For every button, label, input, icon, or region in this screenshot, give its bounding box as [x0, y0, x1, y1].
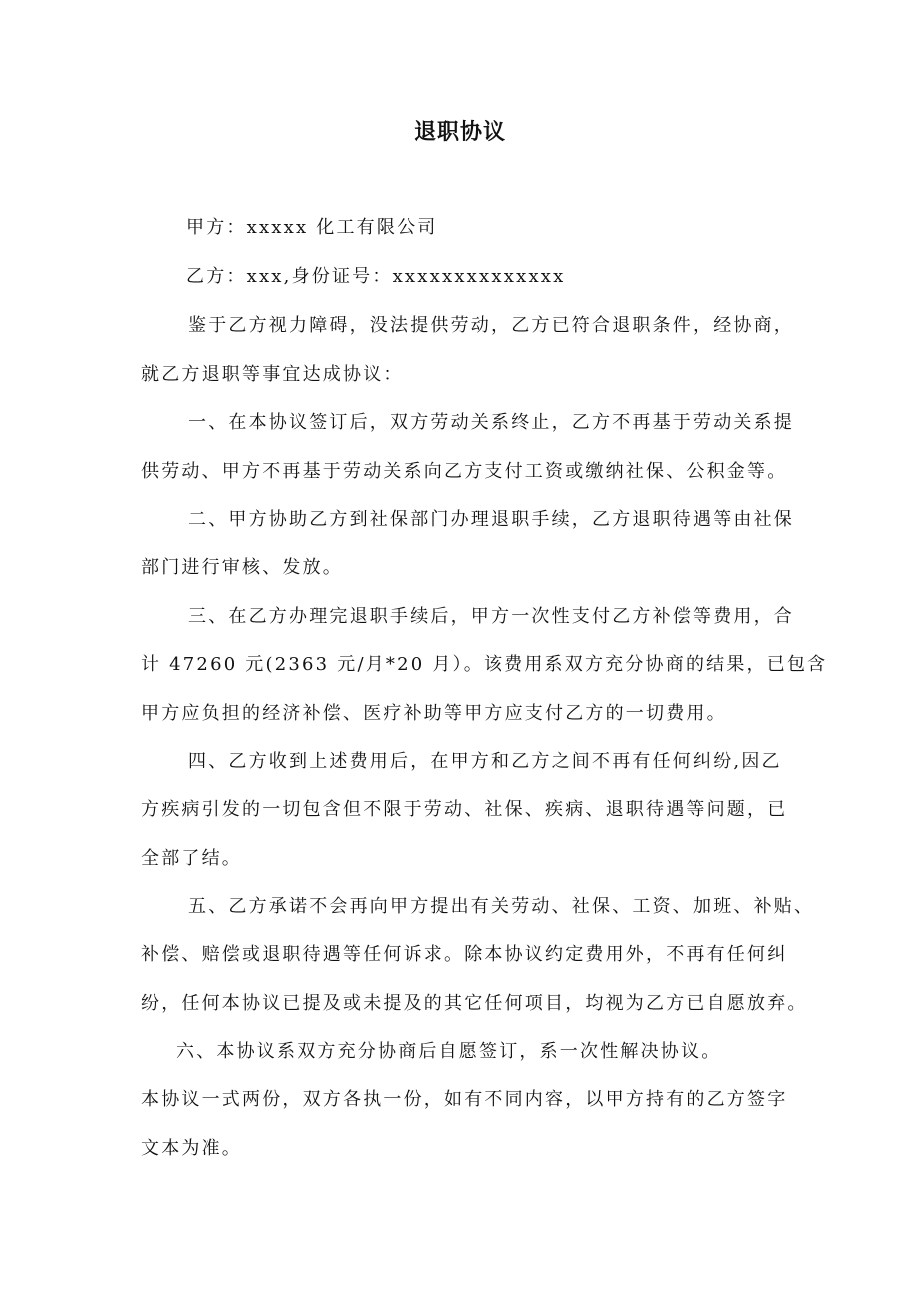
clause-4-line-1: 四、乙方收到上述费用后，在甲方和乙方之间不再有任何纠纷,因乙 — [188, 751, 782, 772]
clause-3-line-1: 三、在乙方办理完退职手续后，甲方一次性支付乙方补偿等费用，合 — [188, 606, 794, 627]
closing-line-1: 本协议一式两份，双方各执一份，如有不同内容，以甲方持有的乙方签字 — [141, 1089, 788, 1110]
clause-5-line-3: 纷，任何本协议已提及或未提及的其它任何项目，均视为乙方已自愿放弃。 — [141, 993, 808, 1014]
clause-2-line-1: 二、甲方协助乙方到社保部门办理退职手续，乙方退职待遇等由社保 — [188, 509, 794, 530]
intro-line-1: 鉴于乙方视力障碍，没法提供劳动，乙方已符合退职条件，经协商， — [188, 315, 794, 336]
clause-6-line: 六、本协议系双方充分协商后自愿签订，系一次性解决协议。 — [176, 1041, 722, 1062]
clause-4-line-2: 方疾病引发的一切包含但不限于劳动、社保、疾病、退职待遇等问题，已 — [141, 799, 788, 820]
clause-5-line-1: 五、乙方承诺不会再向甲方提出有关劳动、社保、工资、加班、补贴、 — [188, 896, 815, 917]
party-b-line: 乙方：xxx,身份证号：xxxxxxxxxxxxxx — [186, 266, 566, 287]
clause-3-line-2: 计 47260 元(2363 元/月*20 月）。该费用系双方充分协商的结果，已包含 — [141, 654, 828, 675]
clause-5-line-2: 补偿、赔偿或退职待遇等任何诉求。除本协议约定费用外，不再有任何纠 — [141, 944, 788, 965]
party-a-line: 甲方：xxxxx 化工有限公司 — [186, 217, 438, 238]
clause-1-line-1: 一、在本协议签订后，双方劳动关系终止，乙方不再基于劳动关系提 — [188, 412, 794, 433]
closing-line-2: 文本为准。 — [141, 1138, 242, 1159]
document-title: 退职协议 — [413, 120, 506, 145]
clause-1-line-2: 供劳动、甲方不再基于劳动关系向乙方支付工资或缴纳社保、公积金等。 — [141, 461, 788, 482]
intro-line-2: 就乙方退职等事宜达成协议： — [141, 364, 404, 385]
clause-4-line-3: 全部了结。 — [141, 848, 242, 869]
clause-2-line-2: 部门进行审核、发放。 — [141, 557, 343, 578]
clause-3-line-3: 甲方应负担的经济补偿、医疗补助等甲方应支付乙方的一切费用。 — [141, 703, 727, 724]
